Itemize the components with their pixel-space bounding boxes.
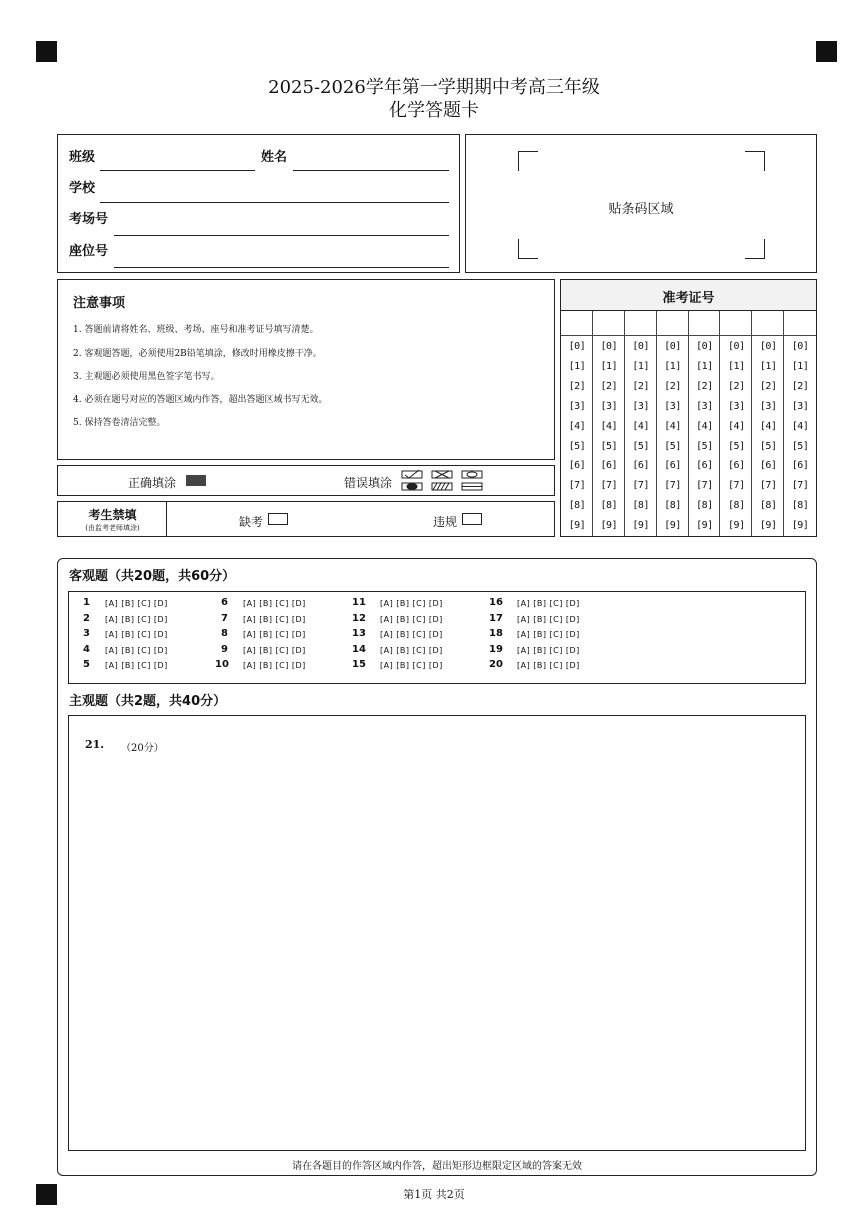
admission-digit-bubble[interactable]: [8] — [568, 500, 586, 512]
admission-digit-bubble[interactable]: [4] — [664, 420, 681, 432]
admission-number-box — [560, 279, 817, 537]
objective-option-bubbles[interactable]: [A] [B] [C] [D] — [243, 630, 306, 640]
objective-question-number: 14 — [352, 643, 366, 655]
violation-label: 违规 — [433, 515, 458, 529]
notes-title: 注意事项 — [73, 296, 126, 311]
admission-column — [625, 311, 657, 536]
admission-digit-bubble[interactable]: [5] — [600, 440, 618, 452]
admission-digit-bubble[interactable]: [0] — [600, 341, 618, 352]
objective-option-bubbles[interactable]: [A] [B] [C] [D] — [105, 630, 168, 640]
admission-digit-bubble[interactable]: [0] — [728, 341, 745, 352]
objective-option-bubbles[interactable]: [A] [B] [C] [D] — [243, 645, 306, 655]
admission-digit-bubble[interactable]: [3] — [632, 400, 649, 412]
objective-option-bubbles[interactable]: [A] [B] [C] [D] — [105, 645, 168, 655]
admission-digit-bubble[interactable]: [6] — [632, 460, 649, 472]
corner-marker-top-right — [816, 41, 837, 62]
room-field[interactable] — [114, 235, 449, 236]
admission-digit-bubble[interactable]: [2] — [632, 380, 649, 392]
admission-digit-bubble[interactable]: [1] — [632, 360, 649, 372]
admission-column — [593, 311, 625, 536]
barcode-corner-br — [745, 239, 765, 259]
admission-digit-bubble[interactable]: [1] — [664, 360, 681, 372]
admission-columns — [561, 311, 816, 536]
absent-label: 缺考 — [239, 515, 264, 529]
objective-option-bubbles[interactable]: [A] [B] [C] [D] — [380, 614, 443, 624]
admission-digit-bubble[interactable]: [4] — [728, 420, 745, 432]
admission-digit-bubble[interactable]: [7] — [791, 480, 809, 492]
admission-digit-bubble[interactable]: [3] — [664, 400, 681, 412]
objective-question-number: 13 — [352, 628, 366, 640]
admission-digit-bubble[interactable]: [3] — [791, 400, 809, 412]
school-label: 学校 — [69, 181, 96, 196]
admission-digit-bubble[interactable]: [0] — [759, 341, 777, 352]
name-field[interactable] — [293, 170, 449, 171]
admission-digit-bubble[interactable]: [2] — [568, 380, 586, 392]
objective-question-number: 16 — [489, 597, 503, 608]
objective-option-bubbles[interactable]: [A] [B] [C] [D] — [105, 661, 168, 671]
objective-option-bubbles[interactable]: [A] [B] [C] [D] — [380, 661, 443, 671]
objective-option-bubbles[interactable]: [A] [B] [C] [D] — [517, 661, 580, 671]
admission-digit-bubble[interactable]: [8] — [759, 500, 777, 512]
proctor-only-title: 考生禁填 — [88, 508, 137, 522]
note-item: 4. 必须在题号对应的答题区域内作答，超出答题区域书写无效。 — [73, 395, 328, 405]
admission-column — [689, 311, 721, 536]
admission-title: 准考证号 — [662, 291, 715, 306]
admission-digit-bubble[interactable]: [1] — [696, 360, 713, 372]
admission-digit-bubble[interactable]: [7] — [664, 480, 681, 492]
admission-digit-bubble[interactable]: [6] — [664, 460, 681, 472]
objective-option-bubbles[interactable]: [A] [B] [C] [D] — [517, 630, 580, 640]
answer-section — [57, 558, 817, 1176]
objective-question-number: 12 — [352, 612, 366, 624]
admission-digit-bubble[interactable]: [3] — [696, 400, 713, 412]
note-item: 3. 主观题必须使用黑色签字笔书写。 — [73, 372, 220, 382]
absent-checkbox[interactable] — [268, 513, 288, 525]
admission-digit-bubble[interactable]: [2] — [696, 380, 713, 392]
admission-digit-bubble[interactable]: [4] — [759, 420, 777, 432]
objective-question-number: 2 — [83, 612, 90, 624]
admission-digit-bubble[interactable]: [8] — [728, 500, 745, 512]
admission-digit-bubble[interactable]: [0] — [568, 341, 586, 352]
barcode-corner-bl — [518, 239, 538, 259]
admission-digit-bubble[interactable]: [9] — [664, 520, 681, 532]
class-field[interactable] — [100, 170, 255, 171]
admission-digit-bubble[interactable]: [9] — [791, 520, 809, 532]
admission-digit-bubble[interactable]: [1] — [791, 360, 809, 372]
admission-digit-bubble[interactable]: [7] — [600, 480, 618, 492]
proctor-only-box — [57, 501, 555, 537]
admission-column — [561, 311, 593, 536]
objective-question-number: 19 — [489, 643, 503, 655]
footer-note: 请在各题目的作答区域内作答，超出矩形边框限定区域的答案无效 — [292, 1161, 582, 1172]
objective-title: 客观题（共20题，共60分） — [69, 569, 236, 584]
admission-digit-bubble[interactable]: [7] — [696, 480, 713, 492]
admission-digit-bubble[interactable]: [2] — [664, 380, 681, 392]
objective-question-number: 5 — [83, 659, 90, 671]
wrong-fill-samples — [401, 469, 487, 493]
class-label: 班级 — [69, 150, 96, 165]
objective-question-number: 18 — [489, 628, 503, 640]
admission-digit-bubble[interactable]: [4] — [791, 420, 809, 432]
admission-digit-bubble[interactable]: [1] — [728, 360, 745, 372]
objective-option-bubbles[interactable]: [A] [B] [C] [D] — [243, 614, 306, 624]
admission-digit-bubble[interactable]: [9] — [600, 520, 618, 532]
admission-digit-bubble[interactable]: [6] — [791, 460, 809, 472]
admission-digit-bubble[interactable]: [4] — [632, 420, 649, 432]
objective-question-number: 7 — [221, 612, 228, 624]
admission-digit-bubble[interactable]: [1] — [600, 360, 618, 372]
admission-digit-bubble[interactable]: [2] — [759, 380, 777, 392]
subjective-title: 主观题（共2题，共40分） — [69, 694, 227, 709]
q21-score: （20分） — [121, 743, 164, 754]
note-item: 5. 保持答卷清洁完整。 — [73, 418, 166, 428]
objective-question-number: 8 — [221, 628, 228, 640]
school-field[interactable] — [100, 202, 449, 203]
admission-digit-bubble[interactable]: [3] — [759, 400, 777, 412]
q21-answer-area[interactable] — [68, 715, 806, 1151]
admission-digit-bubble[interactable]: [6] — [568, 460, 586, 472]
fill-example-box — [57, 465, 555, 496]
corner-marker-top-left — [36, 41, 57, 62]
objective-grid — [68, 591, 806, 684]
admission-digit-bubble[interactable]: [5] — [568, 440, 586, 452]
student-info-box — [57, 134, 460, 273]
objective-question-number: 10 — [215, 659, 229, 671]
admission-digit-bubble[interactable]: [6] — [728, 460, 745, 472]
admission-digit-bubble[interactable]: [5] — [664, 440, 681, 452]
admission-digit-bubble[interactable]: [9] — [632, 520, 649, 532]
admission-column — [784, 311, 816, 536]
page-number: 第1页 共2页 — [403, 1188, 465, 1201]
note-item: 1. 答题前请将姓名、班级、考场、座号和准考证号填写清楚。 — [73, 325, 319, 335]
admission-digit-bubble[interactable]: [9] — [568, 520, 586, 532]
notes-box — [57, 279, 555, 460]
objective-option-bubbles[interactable]: [A] [B] [C] [D] — [105, 599, 168, 608]
objective-option-bubbles[interactable]: [A] [B] [C] [D] — [517, 645, 580, 655]
barcode-corner-tr — [745, 151, 765, 171]
admission-digit-bubble[interactable]: [7] — [759, 480, 777, 492]
admission-digit-bubble[interactable]: [9] — [759, 520, 777, 532]
name-label: 姓名 — [261, 150, 288, 165]
admission-digit-bubble[interactable]: [8] — [632, 500, 649, 512]
admission-digit-bubble[interactable]: [3] — [600, 400, 618, 412]
q21-number: 21. — [85, 738, 105, 751]
barcode-corner-tl — [518, 151, 538, 171]
admission-column — [657, 311, 689, 536]
admission-digit-bubble[interactable]: [9] — [696, 520, 713, 532]
barcode-label: 贴条码区域 — [608, 202, 674, 217]
objective-question-number: 17 — [489, 612, 503, 624]
objective-question-number: 1 — [83, 597, 90, 608]
admission-digit-bubble[interactable]: [5] — [791, 440, 809, 452]
objective-option-bubbles[interactable]: [A] [B] [C] [D] — [517, 599, 580, 608]
admission-digit-bubble[interactable]: [3] — [568, 400, 586, 412]
admission-digit-bubble[interactable]: [0] — [696, 341, 713, 352]
admission-header — [561, 280, 816, 311]
admission-digit-bubble[interactable]: [2] — [728, 380, 745, 392]
objective-option-bubbles[interactable]: [A] [B] [C] [D] — [380, 599, 443, 608]
objective-option-bubbles[interactable]: [A] [B] [C] [D] — [105, 614, 168, 624]
admission-digit-bubble[interactable]: [7] — [632, 480, 649, 492]
admission-digit-bubble[interactable]: [0] — [632, 341, 649, 352]
admission-digit-bubble[interactable]: [8] — [696, 500, 713, 512]
admission-digit-bubble[interactable]: [5] — [632, 440, 649, 452]
seat-label: 座位号 — [69, 244, 109, 259]
admission-digit-bubble[interactable]: [4] — [568, 420, 586, 432]
page-title-line1: 2025-2026学年第一学期期中考高三年级 — [268, 77, 600, 98]
page-title-line2: 化学答题卡 — [389, 100, 479, 121]
proctor-only-subtitle: (由监考老师填涂) — [85, 524, 140, 532]
objective-option-bubbles[interactable]: [A] [B] [C] [D] — [243, 599, 306, 608]
objective-option-bubbles[interactable]: [A] [B] [C] [D] — [243, 661, 306, 671]
objective-question-number: 6 — [221, 597, 228, 608]
admission-digit-bubble[interactable]: [4] — [696, 420, 713, 432]
admission-digit-bubble[interactable]: [1] — [568, 360, 586, 372]
note-item: 2. 客观题答题，必须使用2B铅笔填涂，修改时用橡皮擦干净。 — [73, 349, 322, 359]
admission-column — [752, 311, 784, 536]
admission-digit-bubble[interactable]: [2] — [600, 380, 618, 392]
wrong-fill-label: 错误填涂 — [344, 476, 393, 490]
room-label: 考场号 — [69, 212, 109, 227]
admission-digit-bubble[interactable]: [7] — [728, 480, 745, 492]
objective-question-number: 3 — [83, 628, 90, 640]
admission-digit-bubble[interactable]: [2] — [791, 380, 809, 392]
admission-digit-bubble[interactable]: [0] — [664, 341, 681, 352]
admission-digit-bubble[interactable]: [8] — [791, 500, 809, 512]
correct-fill-label: 正确填涂 — [128, 476, 177, 490]
admission-digit-bubble[interactable]: [4] — [600, 420, 618, 432]
admission-digit-bubble[interactable]: [6] — [759, 460, 777, 472]
seat-field[interactable] — [114, 267, 449, 268]
admission-digit-bubble[interactable]: [5] — [696, 440, 713, 452]
admission-digit-bubble[interactable]: [6] — [600, 460, 618, 472]
violation-checkbox[interactable] — [462, 513, 482, 525]
admission-digit-bubble[interactable]: [1] — [759, 360, 777, 372]
objective-question-number: 9 — [221, 643, 228, 655]
barcode-area — [465, 134, 817, 273]
admission-digit-bubble[interactable]: [5] — [728, 440, 745, 452]
objective-question-number: 20 — [489, 659, 503, 671]
admission-digit-bubble[interactable]: [7] — [568, 480, 586, 492]
admission-digit-bubble[interactable]: [6] — [696, 460, 713, 472]
admission-digit-bubble[interactable]: [0] — [791, 341, 809, 352]
admission-column — [720, 311, 752, 536]
admission-digit-bubble[interactable]: [8] — [600, 500, 618, 512]
correct-fill-sample — [186, 475, 206, 486]
objective-question-number: 15 — [352, 659, 366, 671]
admission-digit-bubble[interactable]: [5] — [759, 440, 777, 452]
proctor-only-header — [58, 502, 167, 536]
objective-option-bubbles[interactable]: [A] [B] [C] [D] — [380, 630, 443, 640]
admission-digit-bubble[interactable]: [9] — [728, 520, 745, 532]
objective-option-bubbles[interactable]: [A] [B] [C] [D] — [517, 614, 580, 624]
objective-question-number: 11 — [352, 597, 366, 608]
admission-digit-bubble[interactable]: [3] — [728, 400, 745, 412]
objective-option-bubbles[interactable]: [A] [B] [C] [D] — [380, 645, 443, 655]
admission-digit-bubble[interactable]: [8] — [664, 500, 681, 512]
objective-question-number: 4 — [83, 643, 90, 655]
